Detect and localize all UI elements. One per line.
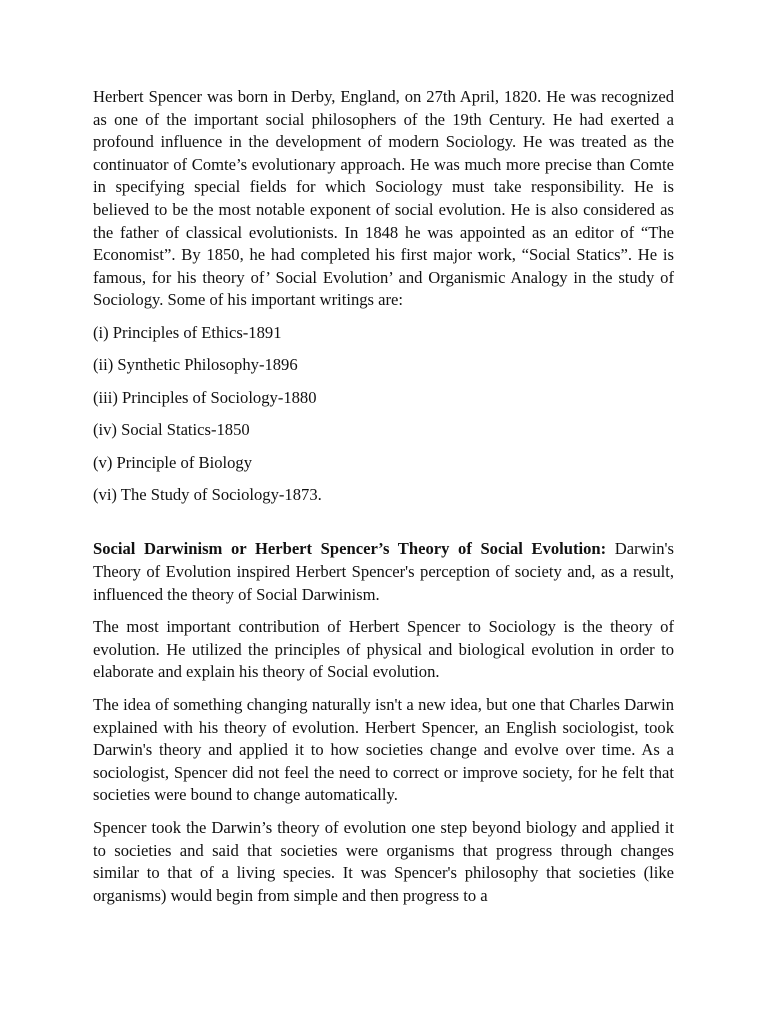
section-paragraph [93,538,674,606]
intro-paragraph: Herbert Spencer was born in Derby, England, on 27th April, 1820. He was recognized as one of the important social philosophers of the 19th Century. He had exerted a profound influence in the development of modern Sociology. He was treated as the continuator of Comte’s evolutionary approach. He was much more precise than Comte in specifying special fields for which Sociology must take responsibility. He is believed to be the most notable exponent of social evolution. He is also considered as the father of classical evolutionists. In 1848 he was appointed as an editor of “The Economist”. By 1850, he had completed his first major work, “Social Statics”. He is famous, for his theory of’ Social Evolution’ and Organismic Analogy in the study of Sociology. Some of his important writings are: [93,87,674,310]
list-item: (vi) The Study of Sociology-1873. [93,484,322,504]
body-paragraph: The most important contribution of Herbert Spencer to Sociology is the theory of evolution. He utilized the principles of physical and biological evolution in order to elaborate and explain his theory of Social evolution. [93,617,674,682]
body-paragraph: The idea of something changing naturally isn't a new idea, but one that Charles Darwin explained with his theory of evolution. Herbert Spencer, an English sociologist, took Darwin's theory and applied it to how societies change and evolve over time. As a sociologist, Spencer did not feel the need to correct or improve society, for he felt that societies were bound to change automatically. [93,695,674,805]
list-item: (iv) Social Statics-1850 [93,420,250,440]
list-item: (iii) Principles of Sociology-1880 [93,387,317,407]
section-lead: Darwin's Theory of Evolution inspired Herbert Spencer's perception of society and, as a result, influenced the theory of Social Darwinism. [93,539,674,604]
writings-list [93,322,674,507]
list-item: (v) Principle of Biology [93,452,253,472]
body-paragraph: Spencer took the Darwin’s theory of evolution one step beyond biology and applied it to societies and said that societies were organisms that progress through changes similar to that of a living species. It was Spencer's philosophy that societies (like organisms) would begin from simple and then progress to a [93,818,674,905]
document-page [93,86,674,917]
list-item: (i) Principles of Ethics-1891 [93,322,282,342]
list-item: (ii) Synthetic Philosophy-1896 [93,355,298,375]
section-heading: Social Darwinism or Herbert Spencer’s Theory of Social Evolution: [93,539,607,559]
